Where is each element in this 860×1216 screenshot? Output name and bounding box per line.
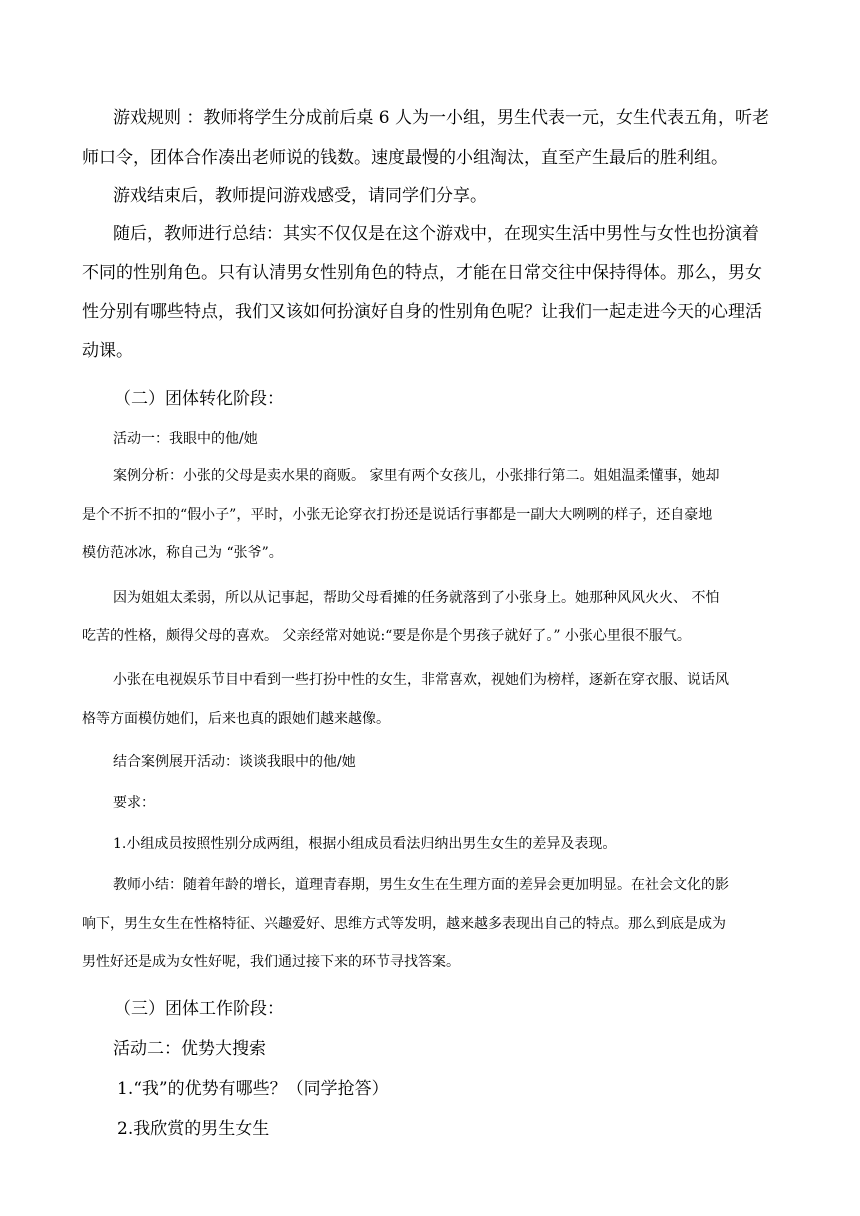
section-heading-3: （三）团体工作阶段： [114,999,284,1019]
requirement-item-1: 1.小组成员按照性别分成两组，根据小组成员看法归纳出男生女生的差异及表现。 [113,836,617,852]
combine-activity: 结合案例展开活动：谈谈我眼中的他/她 [113,754,356,770]
paragraph-game-rules-line2: 师口令，团体合作凑出老师说的钱数。速度最慢的小组淘汰，直至产生最后的胜利组。 [82,148,728,168]
case-analysis-line2: 是个不折不扣的“假小子”，平时，小张无论穿衣打扮还是说话行事都是一副大大咧咧的样子，还自豪地 [82,507,713,523]
paragraph-summary-line2: 不同的性别角色。只有认清男女性别角色的特点，才能在日常交往中保持得体。那么，男女 [82,263,762,283]
case-analysis-line3: 模仿范冰冰，称自己为 “张爷”。 [82,545,283,561]
activity-2-title: 活动二：优势大搜索 [113,1039,266,1059]
activity-1-title: 活动一：我眼中的他/她 [113,431,258,447]
case-paragraph2-line2: 吃苦的性格，颇得父母的喜欢。 父亲经常对她说:“要是你是个男孩子就好了。” 小张心里很不服气。 [82,628,691,644]
paragraph-summary-line3: 性分别有哪些特点，我们又该如何扮演好自身的性别角色呢？让我们一起走进今天的心理活 [82,302,762,322]
teacher-summary-line1: 教师小结：随着年龄的增长，道理青春期，男生女生在生理方面的差异会更加明显。在社会文化的影 [113,877,729,893]
teacher-summary-line2: 响下，男生女生在性格特征、兴趣爱好、思维方式等发明，越来越多表现出自己的特点。那么到底是成为 [82,916,726,932]
question-2: 2.我欣赏的男生女生 [117,1119,270,1139]
paragraph-game-rules-line1: 游戏规则 ：教师将学生分成前后桌 6 人为一小组，男生代表一元，女生代表五角，听老 [113,108,770,128]
paragraph-summary-line1: 随后，教师进行总结：其实不仅仅是在这个游戏中，在现实生活中男性与女性也扮演着 [113,224,759,244]
teacher-summary-line3: 男性好还是成为女性好呢，我们通过接下来的环节寻找答案。 [82,954,460,970]
case-paragraph2-line1: 因为姐姐太柔弱，所以从记事起，帮助父母看摊的任务就落到了小张身上。她那种风风火火、 不怕 [113,590,720,606]
paragraph-summary-line4: 动课。 [82,341,133,361]
case-paragraph3-line2: 格等方面模仿她们，后来也真的跟她们越来越像。 [82,711,390,727]
case-analysis-line1: 案例分析：小张的父母是卖水果的商贩。 家里有两个女孩儿，小张排行第二。姐姐温柔懂事，她却 [113,468,720,484]
requirements-label: 要求： [113,795,155,811]
case-paragraph3-line1: 小张在电视娱乐节目中看到一些打扮中性的女生，非常喜欢，视她们为榜样，逐新在穿衣服、说话风 [113,672,729,688]
section-heading-2: （二）团体转化阶段： [114,389,284,409]
paragraph-game-end: 游戏结束后，教师提问游戏感受，请同学们分享。 [113,186,487,206]
question-1: 1.“我”的优势有哪些？（同学抢答） [117,1079,389,1099]
